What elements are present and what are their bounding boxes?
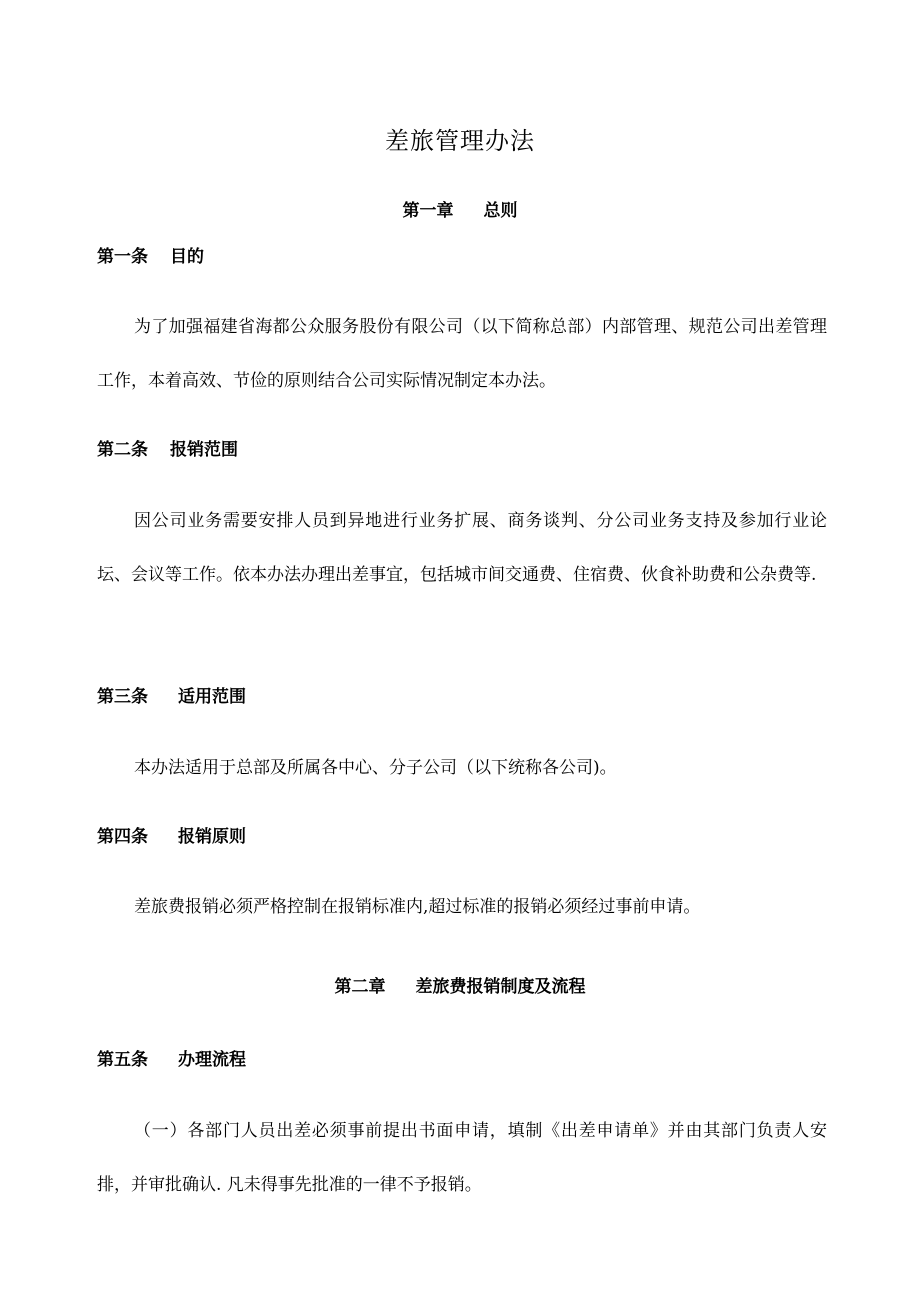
article-1-number: 第一条: [97, 247, 148, 267]
article-4-number: 第四条: [97, 827, 148, 847]
article-2-heading: [97, 438, 238, 462]
chapter-2-number: 第二章: [334, 977, 386, 997]
article-3-heading: [97, 685, 246, 709]
article-1-body: 为了加强福建省海都公众服务股份有限公司（以下简称总部）内部管理、规范公司出差管理工作，本着高效、节俭的原则结合公司实际情况制定本办法。: [97, 317, 827, 391]
article-3-name: 适用范围: [178, 687, 246, 707]
article-4-body: 差旅费报销必须严格控制在报销标准内,超过标准的报销必须经过事前申请。: [134, 897, 701, 917]
chapter-2-name: 差旅费报销制度及流程: [415, 977, 586, 997]
article-5-number: 第五条: [97, 1050, 148, 1070]
article-4-heading: [97, 825, 246, 849]
article-3-number: 第三条: [97, 687, 148, 707]
article-1-heading: [97, 245, 204, 269]
chapter-2-heading: [0, 975, 920, 999]
article-2-body: 因公司业务需要安排人员到异地进行业务扩展、商务谈判、分公司业务支持及参加行业论坛、会议等工作。依本办法办理出差事宜，包括城市间交通费、住宿费、伙食补助费和公杂费等.: [97, 511, 827, 585]
chapter-1-heading: [0, 199, 920, 223]
article-4-name: 报销原则: [178, 827, 246, 847]
article-2-name: 报销范围: [170, 440, 238, 460]
article-3-body: 本办法适用于总部及所属各中心、分子公司（以下统称各公司)。: [134, 758, 617, 778]
article-5-name: 办理流程: [178, 1050, 246, 1070]
article-1-name: 目的: [170, 247, 204, 267]
article-5-body: （一）各部门人员出差必须事前提出书面申请，填制《出差申请单》并由其部门负责人安排，并审批确认. 凡未得事先批准的一律不予报销。: [97, 1121, 827, 1195]
article-5-heading: [97, 1048, 246, 1072]
article-2-number: 第二条: [97, 440, 148, 460]
chapter-1-name: 总则: [483, 201, 518, 221]
document-title: 差旅管理办法: [385, 127, 535, 155]
chapter-1-number: 第一章: [402, 201, 454, 221]
